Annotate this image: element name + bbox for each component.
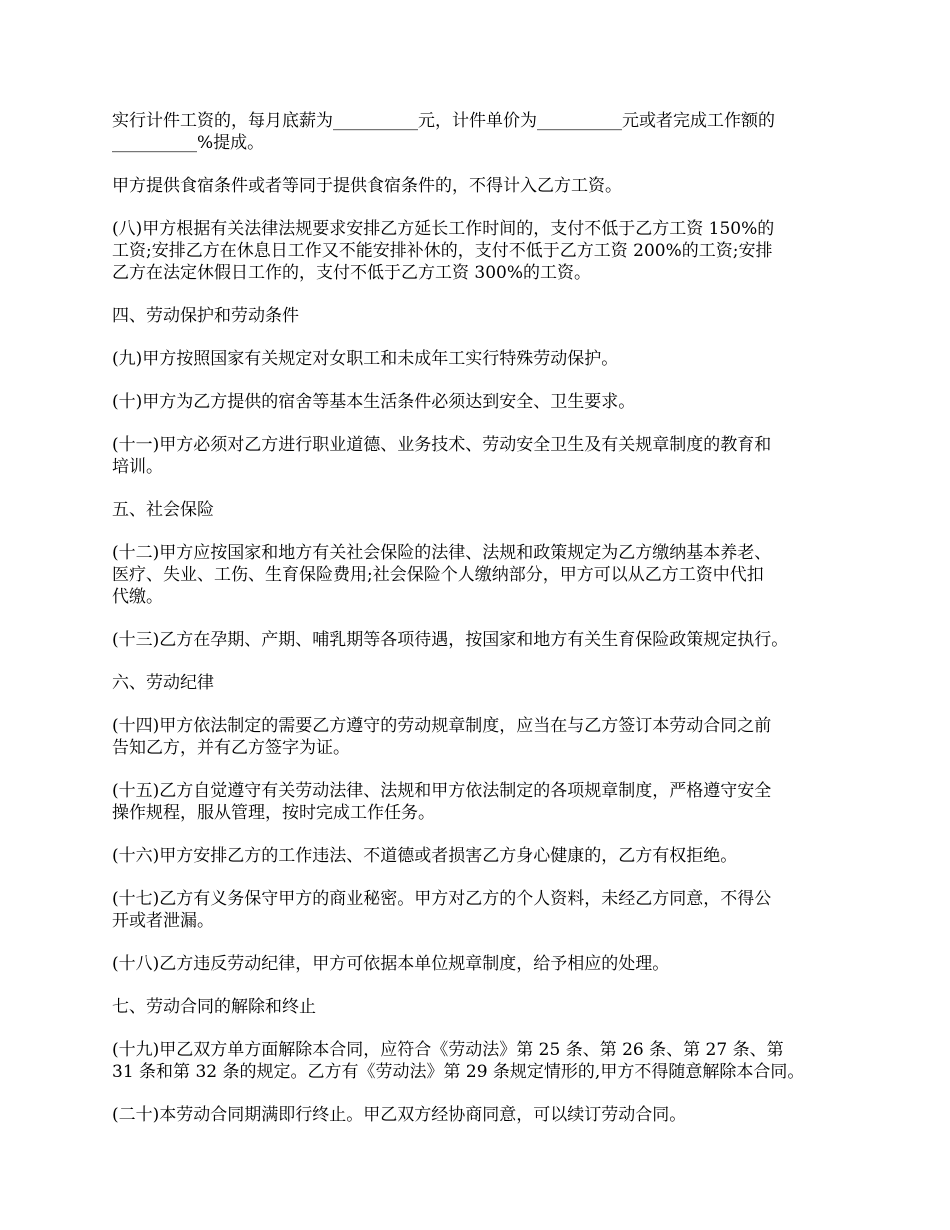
text-line: 31 条和第 32 条的规定。乙方有《劳动法》第 29 条规定情形的,甲方不得随意解除本合同。 bbox=[112, 1062, 805, 1082]
text-line: (十九)甲乙双方单方面解除本合同，应符合《劳动法》第 25 条、第 26 条、第 27 条、第 bbox=[112, 1040, 784, 1060]
text-line: 实行计件工资的，每月底薪为__________元，计件单价为__________元或者完成工作额的 bbox=[112, 111, 775, 131]
text-line: 开或者泄漏。 bbox=[112, 911, 214, 931]
text-line: 医疗、失业、工伤、生育保险费用;社会保险个人缴纳部分，甲方可以从乙方工资中代扣 bbox=[112, 565, 764, 585]
text-line: (十四)甲方依法制定的需要乙方遵守的劳动规章制度，应当在与乙方签订本劳动合同之前 bbox=[112, 716, 772, 736]
text-line: (九)甲方按照国家有关规定对女职工和未成年工实行特殊劳动保护。 bbox=[112, 349, 619, 369]
text-line: 四、劳动保护和劳动条件 bbox=[112, 306, 299, 326]
text-line: (十三)乙方在孕期、产期、哺乳期等各项待遇，按国家和地方有关生育保险政策规定执行。 bbox=[112, 630, 789, 650]
text-line: (二十)本劳动合同期满即行终止。甲乙双方经协商同意，可以续订劳动合同。 bbox=[112, 1105, 687, 1125]
section-heading bbox=[112, 996, 842, 1018]
contract-clause bbox=[112, 1104, 842, 1126]
text-line: 工资;安排乙方在休息日工作又不能安排补休的，支付不低于乙方工资 200%的工资;安排 bbox=[112, 241, 773, 261]
contract-clause bbox=[112, 218, 842, 284]
text-line: (十二)甲方应按国家和地方有关社会保险的法律、法规和政策规定为乙方缴纳基本养老、 bbox=[112, 543, 772, 563]
text-line: __________%提成。 bbox=[112, 133, 265, 153]
contract-clause bbox=[112, 434, 842, 478]
text-line: (十五)乙方自觉遵守有关劳动法律、法规和甲方依法制定的各项规章制度，严格遵守安全 bbox=[112, 781, 772, 801]
contract-clause bbox=[112, 845, 842, 867]
text-line: (十六)甲方安排乙方的工作违法、不道德或者损害乙方身心健康的，乙方有权拒绝。 bbox=[112, 846, 738, 866]
text-line: 告知乙方，并有乙方签字为证。 bbox=[112, 738, 350, 758]
contract-clause bbox=[112, 175, 842, 197]
text-line: 操作规程，服从管理，按时完成工作任务。 bbox=[112, 803, 435, 823]
contract-clause bbox=[112, 542, 842, 608]
contract-clause bbox=[112, 629, 842, 651]
text-line: 五、社会保险 bbox=[112, 500, 214, 520]
contract-clause bbox=[112, 110, 842, 154]
contract-clause bbox=[112, 1039, 842, 1083]
section-heading bbox=[112, 305, 842, 327]
contract-clause bbox=[112, 348, 842, 370]
document-body bbox=[112, 110, 842, 1147]
text-line: (十七)乙方有义务保守甲方的商业秘密。甲方对乙方的个人资料，未经乙方同意，不得公 bbox=[112, 889, 772, 909]
text-line: (十)甲方为乙方提供的宿舍等基本生活条件必须达到安全、卫生要求。 bbox=[112, 392, 636, 412]
text-line: (十八)乙方违反劳动纪律，甲方可依据本单位规章制度，给予相应的处理。 bbox=[112, 954, 670, 974]
text-line: 代缴。 bbox=[112, 587, 163, 607]
text-line: 乙方在法定休假日工作的，支付不低于乙方工资 300%的工资。 bbox=[112, 263, 592, 283]
section-heading bbox=[112, 499, 842, 521]
text-line: 六、劳动纪律 bbox=[112, 673, 214, 693]
contract-clause bbox=[112, 780, 842, 824]
text-line: (八)甲方根据有关法律法规要求安排乙方延长工作时间的，支付不低于乙方工资 150%的 bbox=[112, 219, 775, 239]
contract-clause bbox=[112, 391, 842, 413]
text-line: 七、劳动合同的解除和终止 bbox=[112, 997, 316, 1017]
section-heading bbox=[112, 672, 842, 694]
contract-clause bbox=[112, 953, 842, 975]
text-line: 甲方提供食宿条件或者等同于提供食宿条件的，不得计入乙方工资。 bbox=[112, 176, 622, 196]
text-line: 培训。 bbox=[112, 457, 163, 477]
contract-clause bbox=[112, 888, 842, 932]
contract-clause bbox=[112, 715, 842, 759]
text-line: (十一)甲方必须对乙方进行职业道德、业务技术、劳动安全卫生及有关规章制度的教育和 bbox=[112, 435, 772, 455]
